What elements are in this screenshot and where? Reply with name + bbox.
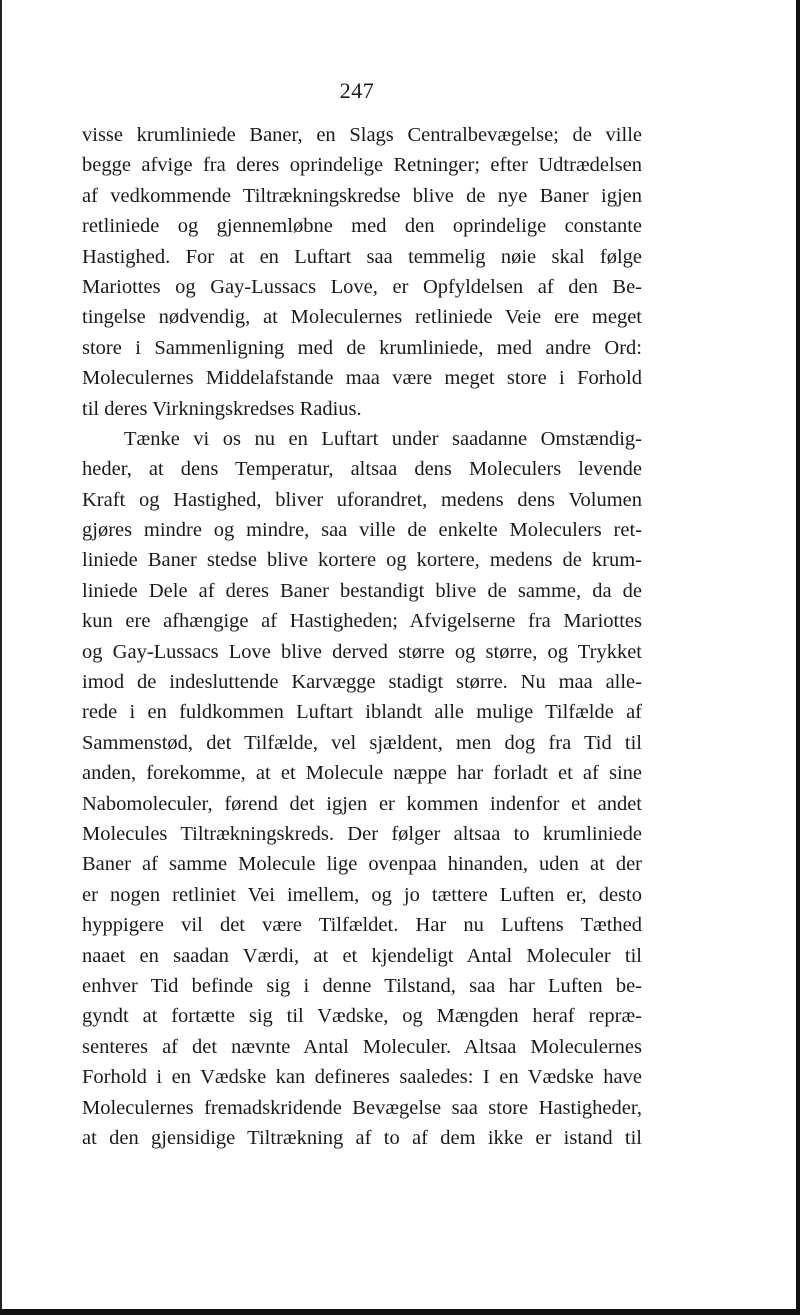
text-line: liniede Baner stedse blive kortere og kortere, medens de krum- — [82, 549, 642, 572]
text-line: og Gay-Lussacs Love blive derved større og større, og Trykket — [82, 640, 642, 663]
text-line: gyndt at fortætte sig til Vædske, og Mængden heraf repræ- — [82, 1005, 642, 1028]
text-line: gjøres mindre og mindre, saa ville de enkelte Moleculers ret- — [82, 519, 642, 542]
paragraph-1 — [82, 120, 642, 424]
text-line: er nogen retliniet Vei imellem, og jo tættere Luften er, desto — [82, 883, 642, 906]
scan-edge-right — [796, 0, 800, 1315]
text-line: Baner af samme Molecule lige ovenpaa hinanden, uden at der — [82, 853, 642, 876]
text-line: enhver Tid befinde sig i denne Tilstand, saa har Luften be- — [82, 974, 642, 997]
text-line: Kraft og Hastighed, bliver uforandret, medens dens Volumen — [82, 488, 642, 511]
text-line: store i Sammenligning med de krumliniede, med andre Ord: — [82, 336, 642, 359]
text-line: Molecules Tiltrækningskreds. Der følger altsaa to krumliniede — [82, 822, 642, 845]
text-line: Nabomoleculer, førend det igjen er kommen indenfor et andet — [82, 792, 642, 815]
scan-edge-bottom — [0, 1309, 800, 1315]
page-number: 247 — [339, 78, 375, 103]
text-line: heder, at dens Temperatur, altsaa dens Moleculers levende — [82, 458, 642, 481]
text-line: til deres Virkningskredses Radius. — [82, 397, 362, 420]
text-line: at den gjensidige Tiltrækning af to af dem ikke er istand til — [82, 1126, 642, 1149]
text-line: imod de indesluttende Karvægge stadigt større. Nu maa alle- — [82, 671, 642, 694]
text-line: naaet en saadan Værdi, at et kjendeligt Antal Moleculer til — [82, 944, 642, 967]
text-line: Moleculernes Middelafstande maa være meget store i Forhold — [82, 367, 642, 390]
text-line: kun ere afhængige af Hastigheden; Afvigelserne fra Mariottes — [82, 610, 642, 633]
text-line: af vedkommende Tiltrækningskredse blive de nye Baner igjen — [82, 184, 642, 207]
text-line: Forhold i en Vædske kan defineres saaledes: I en Vædske have — [82, 1066, 642, 1089]
text-line: tingelse nødvendig, at Moleculernes retliniede Veie ere meget — [82, 306, 642, 329]
text-line: retliniede og gjennemløbne med den oprindelige constante — [82, 215, 642, 238]
text-line: Tænke vi os nu en Luftart under saadanne Omstændig- — [124, 427, 642, 450]
scan-edge-left — [0, 0, 2, 1315]
text-line: hyppigere vil det være Tilfældet. Har nu Luftens Tæthed — [82, 914, 642, 937]
text-line: Sammenstød, det Tilfælde, vel sjældent, men dog fra Tid til — [82, 731, 642, 754]
text-line: Hastighed. For at en Luftart saa temmelig nøie skal følge — [82, 245, 642, 268]
text-line: Moleculernes fremadskridende Bevægelse saa store Hastigheder, — [82, 1096, 642, 1119]
text-line: Mariottes og Gay-Lussacs Love, er Opfyldelsen af den Be- — [82, 275, 642, 298]
text-line: rede i en fuldkommen Luftart iblandt alle mulige Tilfælde af — [82, 701, 642, 724]
text-line: anden, forekomme, at et Molecule næppe har forladt et af sine — [82, 762, 642, 785]
text-line: senteres af det nævnte Antal Moleculer. Altsaa Moleculernes — [82, 1035, 642, 1058]
text-line: begge afvige fra deres oprindelige Retninger; efter Udtrædelsen — [82, 154, 642, 177]
paragraph-2 — [82, 424, 642, 1153]
body-text — [82, 120, 642, 1153]
text-line: liniede Dele af deres Baner bestandigt blive de samme, da de — [82, 579, 642, 602]
text-line: visse krumliniede Baner, en Slags Centralbevægelse; de ville — [82, 124, 642, 146]
